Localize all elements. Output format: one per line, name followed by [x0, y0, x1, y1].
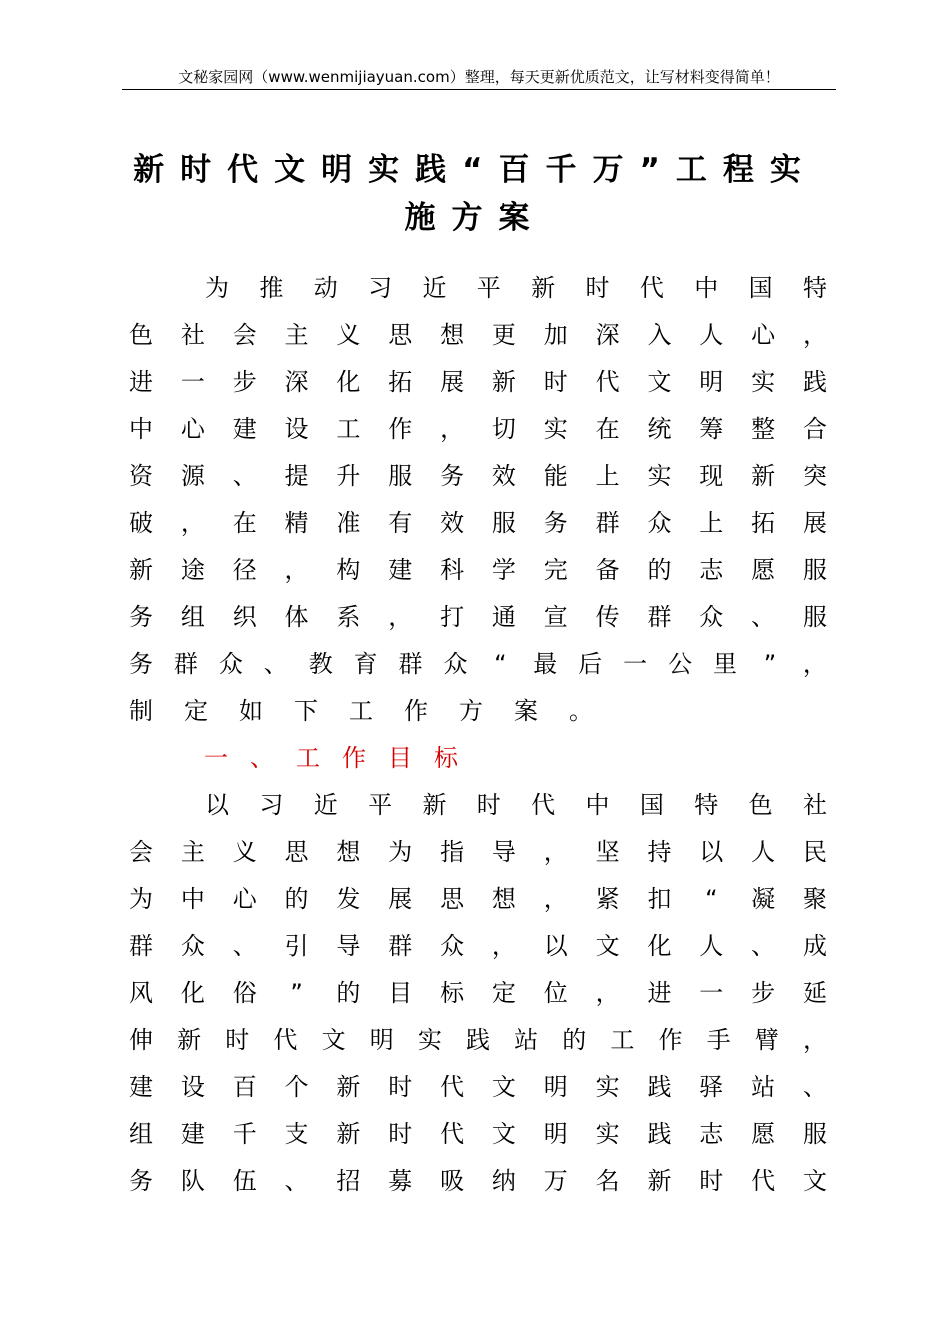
paragraph2-line-3: 为 中 心 的 发 展 思 想 ， 紧 扣 “ 凝 聚	[129, 885, 827, 913]
document-title-line-1: 新时代文明实践“百千万”工程实	[133, 152, 817, 188]
paragraph1-line-7: 新 途 径 ， 构 建 科 学 完 备 的 志 愿 服	[129, 556, 827, 584]
paragraph1-line-2: 色 社 会 主 义 思 想 更 加 深 入 人 心 ，	[129, 321, 827, 349]
paragraph2-line-5: 风 化 俗 ” 的 目 标 定 位 ， 进 一 步 延	[129, 979, 827, 1007]
paragraph1-line-5: 资 源 、 提 升 服 务 效 能 上 实 现 新 突	[129, 462, 827, 490]
paragraph2-line-8: 组 建 千 支 新 时 代 文 明 实 践 志 愿 服	[129, 1120, 827, 1148]
paragraph1-line-4: 中 心 建 设 工 作 ， 切 实 在 统 筹 整 合	[129, 415, 827, 443]
paragraph2-line-1: 以 习 近 平 新 时 代 中 国 特 色 社	[205, 791, 827, 819]
paragraph1-line-1: 为 推 动 习 近 平 新 时 代 中 国 特	[205, 274, 827, 302]
paragraph1-line-10: 制 定 如 下 工 作 方 案 。	[129, 697, 593, 725]
section-heading-work-goals: 一、工作目标	[204, 744, 480, 772]
paragraph2-line-6: 伸 新 时 代 文 明 实 践 站 的 工 作 手 臂 ，	[129, 1026, 827, 1054]
paragraph2-line-7: 建 设 百 个 新 时 代 文 明 实 践 驿 站 、	[129, 1073, 827, 1101]
page-header: 文秘家园网（www.wenmijiayuan.com）整理，每天更新优质范文，让写材料变得简单！	[122, 66, 836, 90]
paragraph2-line-2: 会 主 义 思 想 为 指 导 ， 坚 持 以 人 民	[129, 838, 827, 866]
paragraph2-line-4: 群 众 、 引 导 群 众 ， 以 文 化 人 、 成	[129, 932, 827, 960]
paragraph1-line-3: 进 一 步 深 化 拓 展 新 时 代 文 明 实 践	[129, 368, 827, 396]
paragraph1-line-8: 务 组 织 体 系 ， 打 通 宣 传 群 众 、 服	[129, 603, 827, 631]
paragraph1-line-9: 务 群 众 、 教 育 群 众 “ 最 后 一 公 里 ” ，	[129, 650, 827, 678]
document-title-line-2: 施方案	[404, 200, 546, 236]
paragraph1-line-6: 破 ， 在 精 准 有 效 服 务 群 众 上 拓 展	[129, 509, 827, 537]
paragraph2-line-9: 务 队 伍 、 招 募 吸 纳 万 名 新 时 代 文	[129, 1167, 827, 1195]
